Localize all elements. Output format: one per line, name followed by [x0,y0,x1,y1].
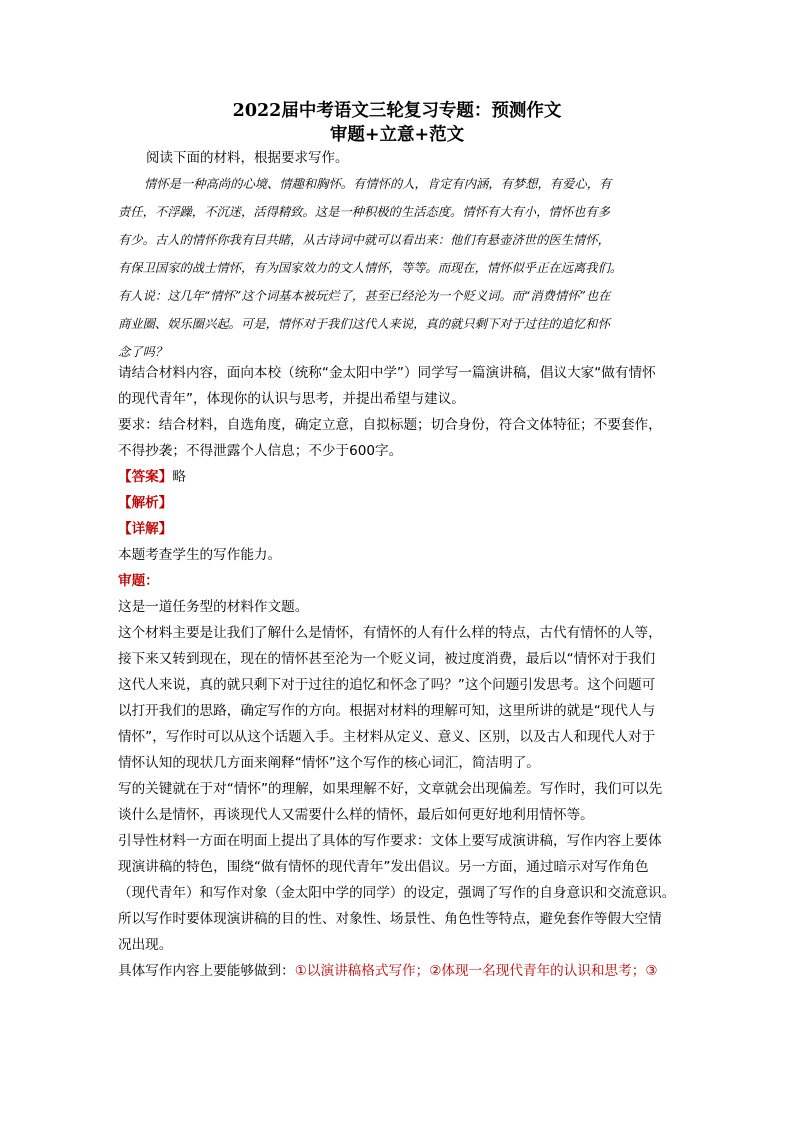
document-title: 2022届中考语文三轮复习专题：预测作文 [232,101,562,121]
final-line-highlight: ①以演讲稿格式写作；②体现一名现代青年的认识和思考；③ [294,963,658,979]
material-line: 有保卫国家的战士情怀，有为国家效力的文人情怀，等等。而现在，情怀似乎正在远离我们。 [118,261,623,275]
requirement-line: 要求：结合材料，自选角度，确定立意，自拟标题；切合身份，符合文体特征；不要套作， [118,417,662,433]
material-line: 情怀是一种高尚的心境、情趣和胸怀。有情怀的人，肯定有内涵，有梦想，有爱心，有 [144,177,612,191]
analysis-label: 【解析】 [118,495,173,511]
paragraph-line: 情怀认知的现状几方面来阐释“情怀”这个写作的核心词汇，简洁明了。 [118,755,540,771]
task-line: 请结合材料内容，面向本校（统称“金太阳中学”）同学写一篇演讲稿，倡议大家“做有情怀 [118,365,656,381]
paragraph-line: 谈什么是情怀，再谈现代人又需要什么样的情怀，最后如何更好地利用情怀等。 [118,807,594,823]
paragraph-line: 引导性材料一方面在明面上提出了具体的写作要求：文体上要写成演讲稿，写作内容上要体 [118,833,662,849]
paragraph-line: 写的关键就在于对“情怀”的理解，如果理解不好，文章就会出现偏差。写作时，我们可以先 [118,781,663,797]
paragraph-line: 这代人来说，真的就只剩下对于过往的追忆和怀念了吗？”这个问题引发思考。这个问题可 [118,677,656,693]
paragraph-line: 所以写作时要体现演讲稿的目的性、对象性、场景性、角色性等特点，避免套作等假大空情 [118,911,662,927]
final-line [118,958,684,984]
material-line: 有少。古人的情怀你我有目共睹，从古诗词中就可以看出来：他们有悬壶济世的医生情怀， [118,233,610,247]
requirement-line: 不得抄袭；不得泄露个人信息；不少于600字。 [118,443,403,459]
answer-row [118,464,684,490]
paragraph-line: 接下来又转到现在，现在的情怀甚至沦为一个贬义词，被过度消费，最后以“情怀对于我们 [118,651,656,667]
material-line: 念了吗？ [118,345,168,359]
paragraph-line: 这是一道任务型的材料作文题。 [118,599,309,615]
shenti-label: 审题： [118,573,159,589]
paragraph-line: （现代青年）和写作对象（金太阳中学的同学）的设定，强调了写作的自身意识和交流意识。 [118,885,676,901]
detail-row [118,516,684,542]
material-passage [118,170,678,366]
detail-text: 本题考查学生的写作能力。 [118,547,282,563]
paragraph-line: 这个材料主要是让我们了解什么是情怀，有情怀的人有什么样的特点，古代有情怀的人等， [118,625,662,641]
material-line: 有人说：这几年“情怀”这个词基本被玩烂了，甚至已经沦为一个贬义词。而“消费情怀”也在 [118,289,611,303]
material-line: 商业圈、娱乐圈兴起。可是，情怀对于我们这代人来说，真的就只剩下对于过往的追忆和怀 [118,317,610,331]
analysis-row [118,490,684,516]
material-line: 责任，不浮躁，不沉迷，活得精致。这是一种积极的生活态度。情怀有大有小，情怀也有多 [118,205,610,219]
final-line-prefix: 具体写作内容上要能够做到： [118,963,295,979]
paragraph-line: 现演讲稿的特色，围绕“做有情怀的现代青年”发出倡议。另一方面，通过暗示对写作角色 [118,859,649,875]
answer-text: 略 [172,469,186,485]
answer-label: 【答案】 [118,469,173,485]
document-body [118,360,684,984]
paragraph-line: 情怀”，写作时可以从这个话题入手。主材料从定义、意义、区别，以及古人和现代人对于 [118,729,656,745]
document-subtitle: 审题+立意+范文 [329,125,465,145]
paragraph-line: 况出现。 [118,937,173,953]
task-line: 的现代青年”，体现你的认识与思考，并提出希望与建议。 [118,391,465,407]
paragraph-line: 以打开我们的思路，确定写作的方向。根据对材料的理解可知，这里所讲的就是“现代人与 [118,703,656,719]
shenti-row [118,568,684,594]
detail-label: 【详解】 [118,521,173,537]
instruction-text: 阅读下面的材料，根据要求写作。 [146,150,349,166]
